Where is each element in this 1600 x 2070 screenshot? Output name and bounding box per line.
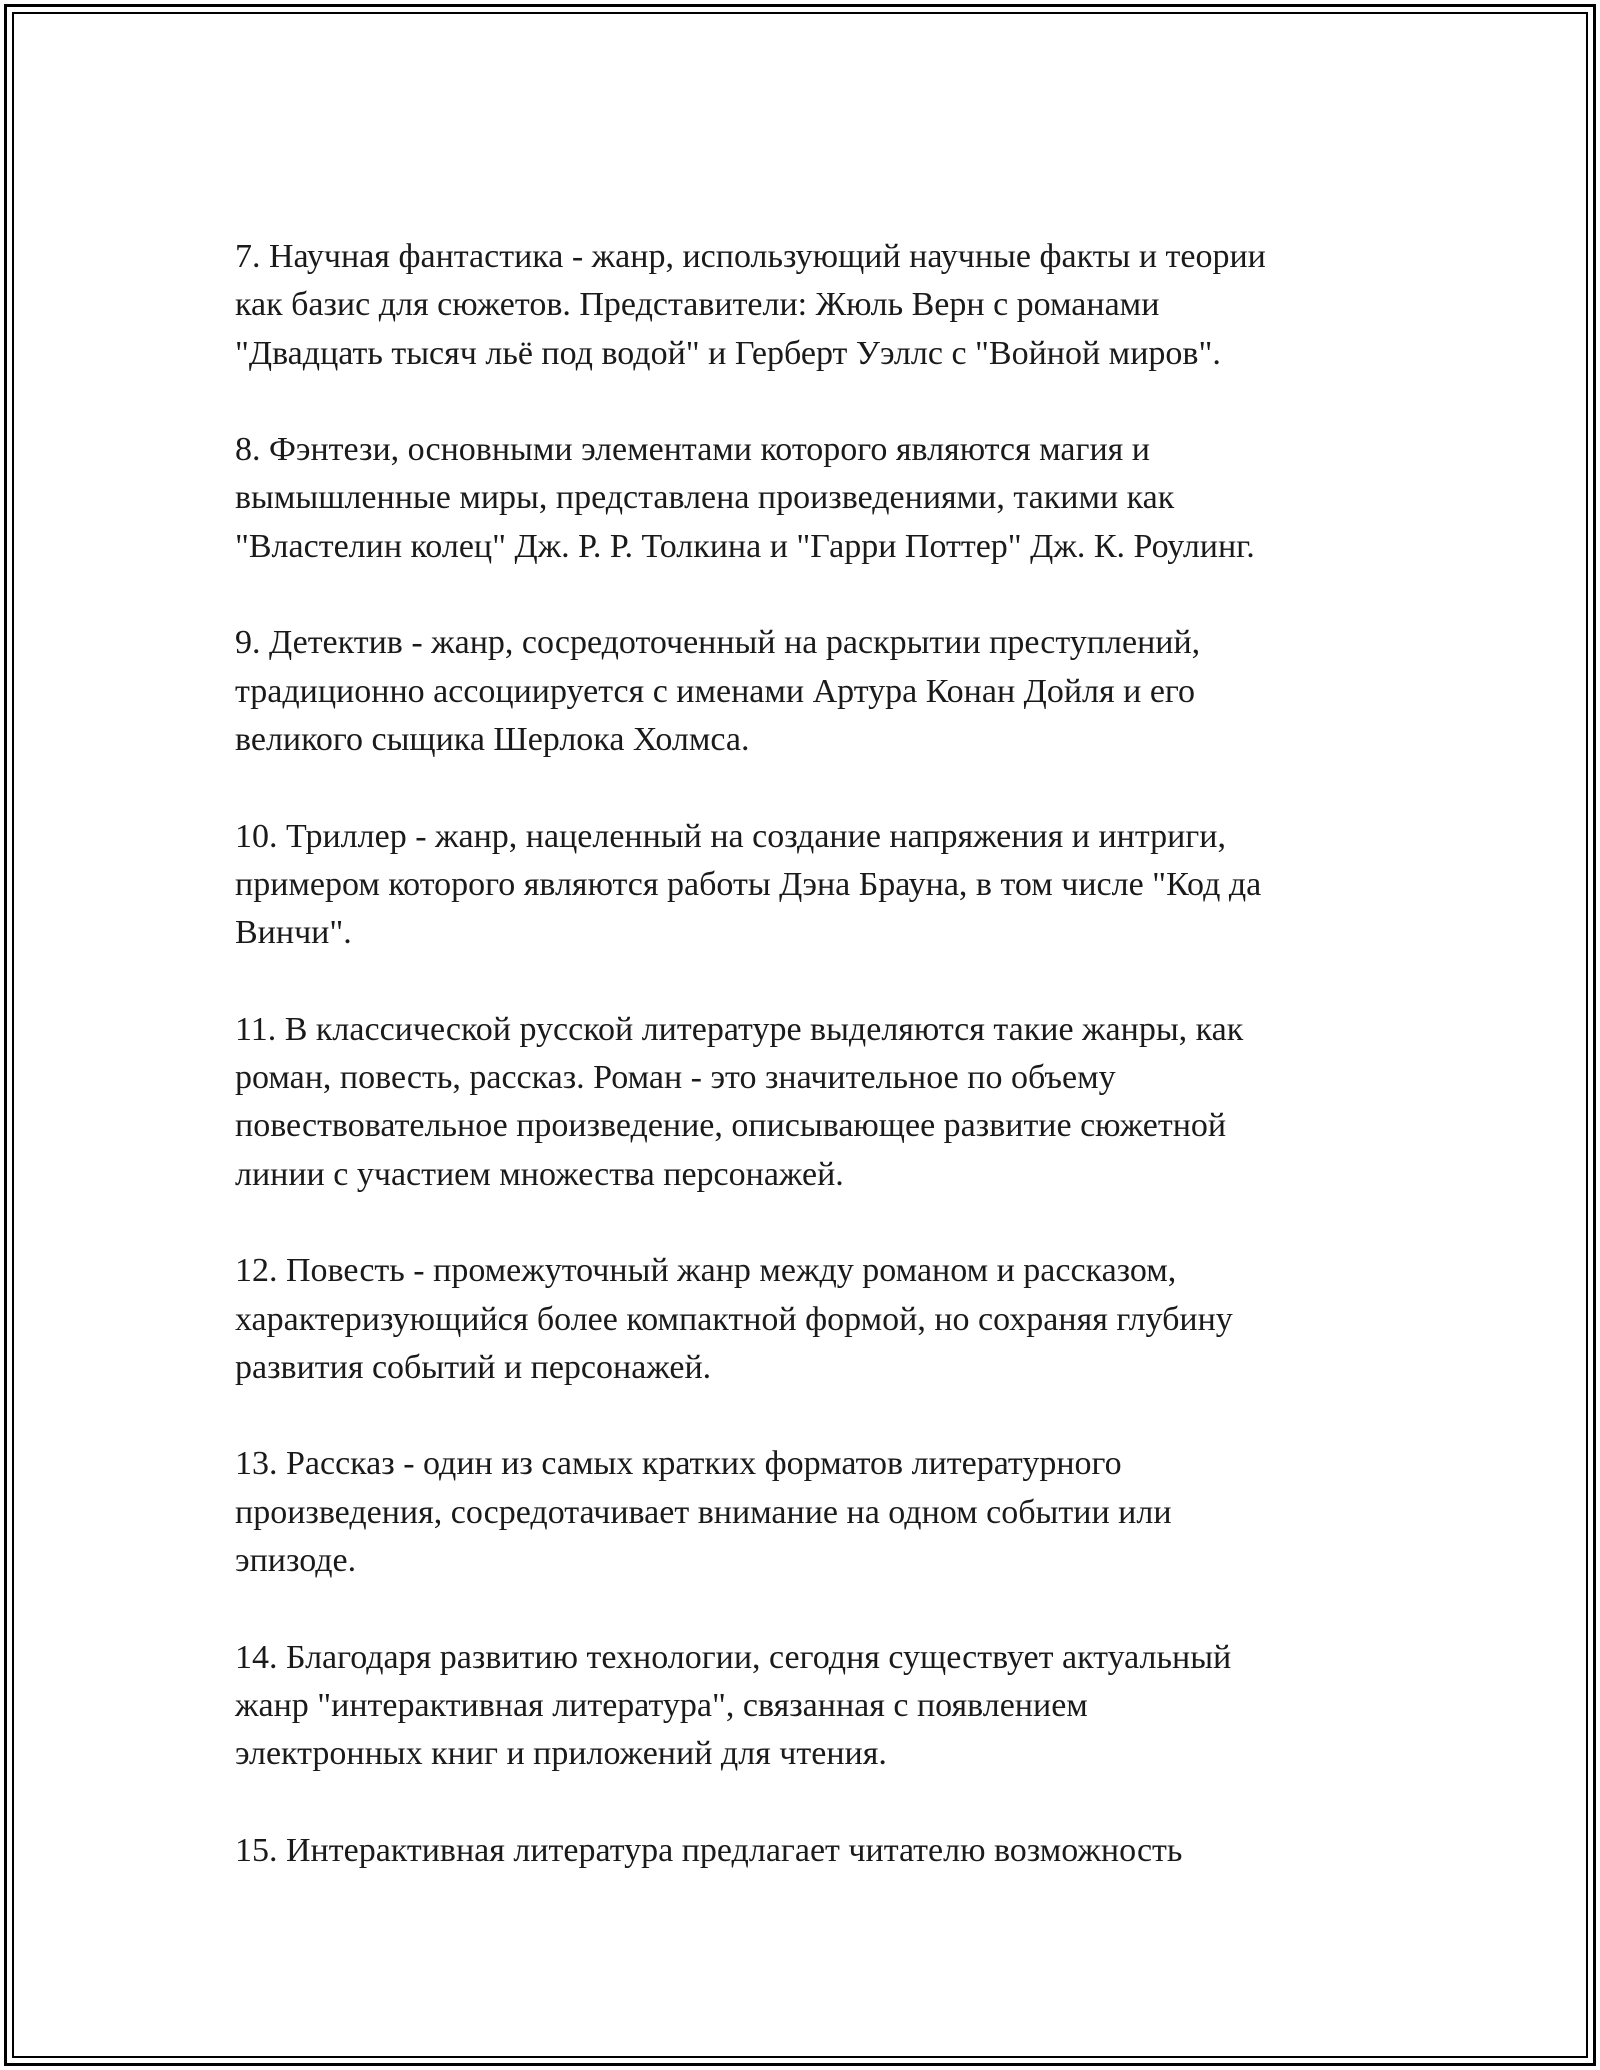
- text-line: 8. Фэнтези, основными элементами которого являются магия и: [235, 431, 1150, 469]
- paragraph-14: [235, 1634, 1415, 1779]
- text-line: 9. Детектив - жанр, сосредоточенный на раскрытии преступлений,: [235, 624, 1201, 662]
- paragraph-9: [235, 619, 1415, 764]
- paragraph-15: [235, 1827, 1415, 1875]
- text-line: "Двадцать тысяч льё под водой" и Герберт Уэллс с "Войной миров".: [235, 334, 1221, 372]
- text-line: "Властелин колец" Дж. Р. Р. Толкина и "Гарри Поттер" Дж. К. Роулинг.: [235, 527, 1255, 565]
- text-line: Винчи".: [235, 914, 352, 952]
- text-line: жанр "интерактивная литература", связанная с появлением: [235, 1686, 1088, 1724]
- text-line: великого сыщика Шерлока Холмса.: [235, 720, 750, 758]
- text-line: 10. Триллер - жанр, нацеленный на создание напряжения и интриги,: [235, 817, 1226, 855]
- paragraph-10: [235, 813, 1415, 958]
- text-line: 7. Научная фантастика - жанр, использующий научные факты и теории: [235, 238, 1266, 275]
- text-line: традиционно ассоциируется с именами Артура Конан Дойля и его: [235, 672, 1196, 710]
- text-line: 13. Рассказ - один из самых кратких форматов литературного: [235, 1445, 1122, 1483]
- text-line: повествовательное произведение, описывающее развитие сюжетной: [235, 1107, 1227, 1145]
- text-line: характеризующийся более компактной формой, но сохраняя глубину: [235, 1300, 1233, 1338]
- text-line: 12. Повесть - промежуточный жанр между романом и рассказом,: [235, 1252, 1177, 1290]
- paragraph-12: [235, 1247, 1415, 1392]
- text-line: вымышленные миры, представлена произведениями, такими как: [235, 479, 1175, 517]
- paragraph-8: [235, 426, 1415, 571]
- text-line: 15. Интерактивная литература предлагает читателю возможность: [235, 1831, 1183, 1869]
- text-line: электронных книг и приложений для чтения.: [235, 1735, 887, 1773]
- text-line: эпизоде.: [235, 1542, 357, 1580]
- paragraph-11: [235, 1006, 1415, 1199]
- text-line: линии с участием множества персонажей.: [235, 1155, 844, 1193]
- paragraph-7: [235, 233, 1415, 378]
- document-body: [235, 233, 1415, 1923]
- text-line: 14. Благодаря развитию технологии, сегодня существует актуальный: [235, 1638, 1232, 1676]
- text-line: роман, повесть, рассказ. Роман - это значительное по объему: [235, 1059, 1116, 1097]
- text-line: произведения, сосредотачивает внимание на одном событии или: [235, 1493, 1172, 1531]
- text-line: примером которого являются работы Дэна Брауна, в том числе "Код да: [235, 865, 1262, 903]
- paragraph-13: [235, 1440, 1415, 1585]
- text-line: развития событий и персонажей.: [235, 1348, 712, 1386]
- text-line: как базис для сюжетов. Представители: Жюль Верн с романами: [235, 286, 1160, 324]
- text-line: 11. В классической русской литературе выделяются такие жанры, как: [235, 1010, 1244, 1048]
